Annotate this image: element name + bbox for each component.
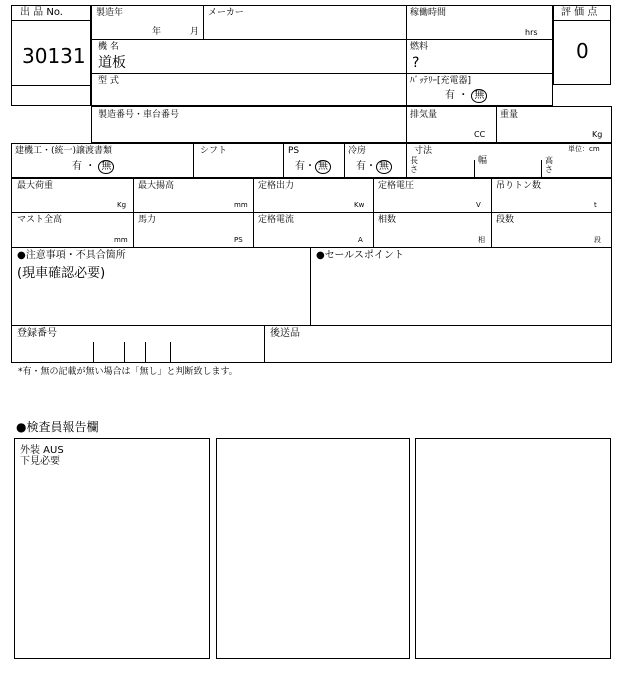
weight-unit: Kg: [592, 130, 603, 139]
crane-tons-unit: t: [594, 201, 597, 209]
model-label: 機 名: [98, 42, 119, 52]
mast-row: [11, 212, 612, 248]
battery-label: ﾊﾞｯﾃﾘｰ[充電器]: [410, 76, 472, 86]
type-label: 型 式: [98, 76, 119, 86]
dimensions-height-b: さ: [545, 165, 553, 174]
registration-label: 登録番号: [17, 328, 57, 339]
rated-current-unit: A: [358, 236, 363, 244]
displacement-unit: CC: [474, 130, 486, 139]
year-unit: 年: [152, 27, 162, 37]
inspector-heading: ●検査員報告欄: [16, 420, 99, 434]
maker-label: メーカー: [208, 8, 244, 18]
cooling-options: 有・ 無: [356, 160, 392, 174]
battery-no-circled: 無: [471, 89, 487, 103]
cooling-label: 冷房: [348, 146, 367, 156]
battery-options: 有 ・ 無: [445, 89, 487, 103]
score-value: 0: [576, 39, 589, 63]
ps-options: 有・ 無: [295, 160, 331, 174]
cooling-no-circled: 無: [376, 160, 392, 174]
crane-tons-label: 吊りトン数: [496, 181, 542, 191]
sales-point-label: ●セールスポイント: [316, 250, 404, 261]
rated-voltage-label: 定格電圧: [378, 181, 415, 191]
dimensions-unit-note: 単位：cm: [568, 145, 600, 153]
ps-no-circled: 無: [315, 160, 331, 174]
mast-height-label: マスト全高: [17, 215, 63, 225]
inspector-note-line-1: 外装 AUS: [20, 445, 64, 456]
max-lift-unit: mm: [234, 201, 248, 209]
fuel-label: 燃料: [410, 42, 429, 52]
inspector-box-1: [14, 438, 210, 659]
transfer-label: 建機工・(統一)譲渡書類: [15, 146, 113, 156]
transfer-no-circled: 無: [98, 160, 114, 174]
notes-value: (現車確認必要): [17, 266, 106, 281]
ps-label: PS: [288, 146, 300, 156]
dimensions-width: 幅: [478, 156, 488, 166]
fuel-value: ?: [412, 55, 420, 71]
horsepower-label: 馬力: [138, 215, 157, 225]
dimensions-label: 寸法: [414, 146, 433, 156]
max-load-label: 最大荷重: [17, 181, 54, 191]
notes-label: ●注意事項・不具合箇所: [17, 250, 126, 261]
rated-voltage-unit: V: [476, 201, 481, 209]
max-lift-label: 最大揚高: [138, 181, 175, 191]
phase-label: 相数: [378, 215, 397, 225]
dimensions-height-a: 高: [545, 156, 553, 165]
shipping-label: 後送品: [270, 328, 300, 339]
hours-unit: hrs: [525, 28, 538, 37]
phase-unit: 相: [478, 236, 485, 244]
max-load-unit: Kg: [117, 201, 127, 209]
rated-current-label: 定格電流: [258, 215, 295, 225]
hours-label: 稼働時間: [410, 8, 447, 18]
inspector-box-2: [216, 438, 410, 659]
score-label: 評 価 点: [561, 7, 598, 18]
stages-unit: 段: [594, 236, 601, 244]
dimensions-length-a: 長: [410, 156, 418, 165]
inspector-note-line-2: 下見必要: [20, 456, 60, 467]
model-value: 道板: [98, 55, 126, 71]
transfer-options: 有 ・ 無: [72, 160, 114, 174]
mast-height-unit: mm: [114, 236, 128, 244]
year-label: 製造年: [96, 8, 124, 18]
inspector-box-3: [415, 438, 611, 659]
horsepower-unit: PS: [234, 236, 243, 244]
lot-number-label: 出 品 No.: [20, 7, 63, 18]
rated-output-unit: Kw: [354, 201, 365, 209]
lot-number-value: 30131: [22, 44, 86, 68]
footnote: *有・無の記載が無い場合は「無し」と判断致します。: [18, 367, 238, 377]
displacement-label: 排気量: [410, 110, 438, 120]
registration-row: [11, 325, 612, 363]
stages-label: 段数: [496, 215, 515, 225]
rated-output-label: 定格出力: [258, 181, 295, 191]
month-unit: 月: [190, 27, 200, 37]
weight-label: 重量: [500, 110, 519, 120]
serial-label: 製造番号・車台番号: [98, 110, 180, 120]
dimensions-length-b: さ: [410, 165, 418, 174]
shift-label: シフト: [200, 146, 228, 156]
